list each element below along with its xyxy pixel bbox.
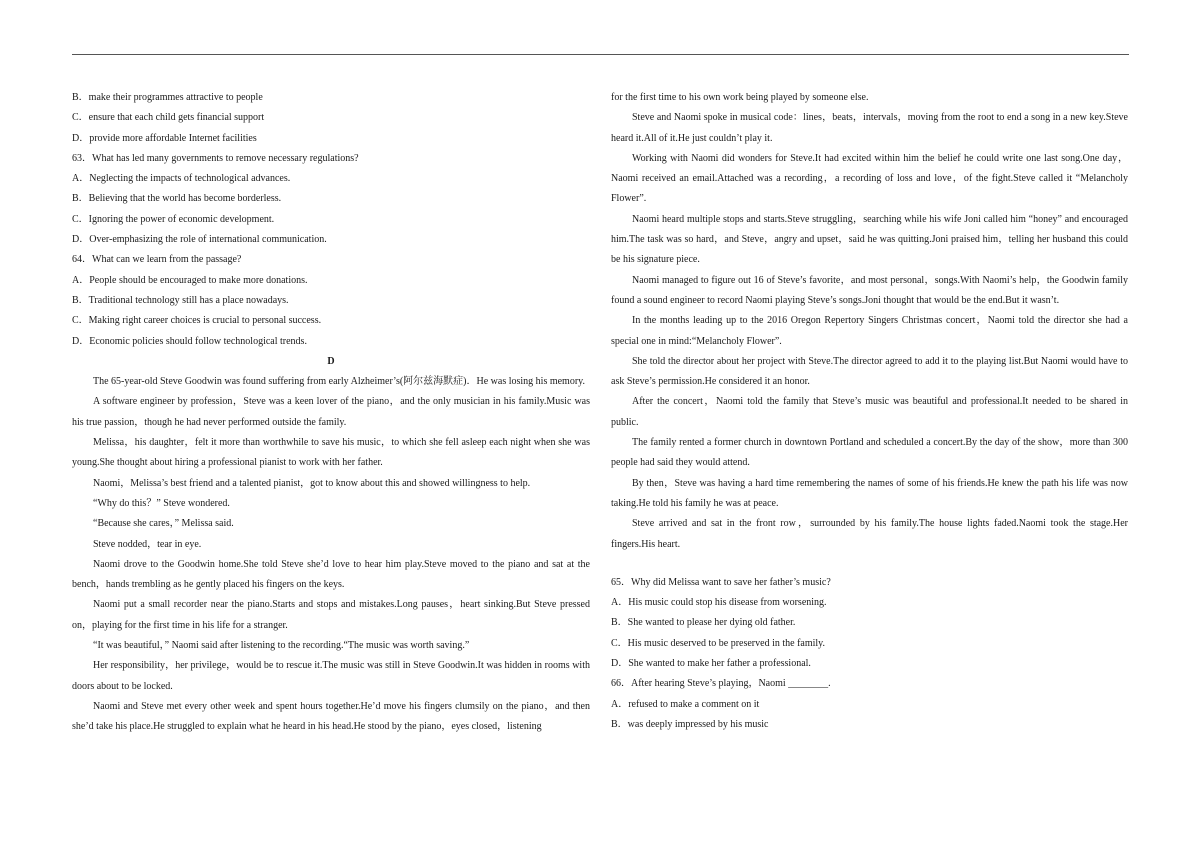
passage-paragraph: A software engineer by profession，Steve was a keen lover of the piano，and the only musician in his family.Music was his true passion，though he had never performed outside the family. xyxy=(72,396,590,428)
question-line: D．Over-emphasizing the role of international communication. xyxy=(72,234,327,246)
question-line: A．His music could stop his disease from worsening. xyxy=(611,597,827,609)
question-line: B．make their programmes attractive to people xyxy=(72,92,263,103)
passage-paragraph: After the concert，Naomi told the family that Steve’s music was beautiful and professional.It needed to be shared in public. xyxy=(611,396,1128,428)
passage-paragraph: Working with Naomi did wonders for Steve.It had excited within him the belief he could write one last song.One day，Naomi received an email.Attached was a recording，a recording of loss and love，of the fight.Steve called it “Melancholy Flower”. xyxy=(611,152,1128,205)
question-line: for the first time to his own work being played by someone else. xyxy=(611,92,869,103)
passage-paragraph: Steve and Naomi spoke in musical code：lines，beats，intervals，moving from the root to end a song in a new key.Steve heard it.All of it.He just couldn’t play it. xyxy=(611,112,1128,144)
passage-paragraph: Naomi drove to the Goodwin home.She told Steve she’d love to hear him play.Steve moved to the piano and sat at the bench，hands trembling as he gently placed his fingers on the keys. xyxy=(72,558,590,591)
question-line: C．Ignoring the power of economic development. xyxy=(72,213,275,225)
question-line: C．Making right career choices is crucial to personal success. xyxy=(72,315,322,327)
question-line: D．Economic policies should follow technological trends. xyxy=(72,335,307,347)
passage-paragraph: Naomi，Melissa’s best friend and a talented pianist，got to know about this and showed willingness to help. xyxy=(93,477,531,489)
question-line: A．refused to make a comment on it xyxy=(611,698,760,710)
right-column xyxy=(611,88,1128,735)
passage-paragraph: Naomi heard multiple stops and starts.Steve struggling，searching while his wife Joni called him “honey” and encouraged him.The task was so hard，and Steve，angry and upset，said he was quitting.Joni praised him，telling her husband this could be his signature piece. xyxy=(611,213,1128,266)
question-line: A．Neglecting the impacts of technological advances. xyxy=(72,173,291,185)
passage-paragraph: Naomi and Steve met every other week and spent hours together.He’d move his fingers clumsily on the piano，and then she’d take his place.He struggled to explain what he heard in his head.He stood by the piano，eyes closed，listening xyxy=(72,700,590,733)
section-heading: D xyxy=(327,355,335,367)
passage-paragraph: “Because she cares，” Melissa said. xyxy=(93,518,234,530)
passage-paragraph: Melissa，his daughter，felt it more than worthwhile to save his music，to which she fell asleep each night when she was young.She thought about hiring a professional pianist to work with her father. xyxy=(72,437,590,469)
question-line: 63．What has led many governments to remove necessary regulations? xyxy=(72,152,359,164)
question-line: C．ensure that each child gets financial support xyxy=(72,112,265,124)
passage-paragraph: “Why do this？” Steve wondered. xyxy=(93,497,230,509)
question-line: B．Believing that the world has become borderless. xyxy=(72,193,282,205)
question-line: B．Traditional technology still has a place nowadays. xyxy=(72,294,289,306)
question-line: 66．After hearing Steve’s playing，Naomi ________. xyxy=(611,678,831,690)
passage-paragraph: She told the director about her project with Steve.The director agreed to add it to the playing list.But Naomi would have to ask Steve’s permission.He considered it an honor. xyxy=(611,355,1128,388)
passage-paragraph: The family rented a former church in downtown Portland and scheduled a concert.By the day of the show，more than 300 people had said they would attend. xyxy=(611,437,1128,469)
question-line: D．provide more affordable Internet facilities xyxy=(72,132,257,144)
question-line: 65．Why did Melissa want to save her father’s music? xyxy=(611,576,831,588)
question-line: 64．What can we learn from the passage? xyxy=(72,254,242,266)
passage-paragraph: Steve arrived and sat in the front row，surrounded by his family.The house lights faded.Naomi took the stage.Her fingers.His heart. xyxy=(611,518,1128,550)
passage-paragraph: Her responsibility，her privilege，would be to rescue it.The music was still in Steve Goodwin.It was hidden in rooms with doors about to be locked. xyxy=(72,660,590,692)
passage-paragraph: By then，Steve was having a hard time remembering the names of some of his friends.He knew the path his life was now taking.He told his family he was at peace. xyxy=(611,477,1128,509)
question-line: C．His music deserved to be preserved in the family. xyxy=(611,637,826,649)
passage-paragraph: “It was beautiful，” Naomi said after listening to the recording.“The music was worth saving.” xyxy=(93,640,470,652)
question-line: B．She wanted to please her dying old father. xyxy=(611,617,796,629)
left-column xyxy=(72,88,590,738)
passage-paragraph: Naomi managed to figure out 16 of Steve’s favorite，and most personal，songs.With Naomi’s help，the Goodwin family found a sound engineer to record Naomi playing Steve’s songs.Joni thought that would be the end.But it wasn’t. xyxy=(611,274,1128,306)
question-line: B．was deeply impressed by his music xyxy=(611,718,769,730)
question-line: A．People should be encouraged to make more donations. xyxy=(72,274,308,286)
spacer xyxy=(611,555,1128,573)
question-line: D．She wanted to make her father a professional. xyxy=(611,658,811,670)
passage-paragraph: The 65-year-old Steve Goodwin was found suffering from early Alzheimer’s(阿尔兹海默症)．He was losing his memory. xyxy=(93,376,586,388)
passage-paragraph: In the months leading up to the 2016 Oregon Repertory Singers Christmas concert，Naomi told the director she had a special one in mind:“Melancholy Flower”. xyxy=(611,315,1128,347)
passage-paragraph: Steve nodded，tear in eye. xyxy=(93,538,202,550)
header-rule xyxy=(72,54,1129,55)
passage-paragraph: Naomi put a small recorder near the piano.Starts and stops and mistakes.Long pauses，heart sinking.But Steve pressed on，playing for the first time in his life for a stranger. xyxy=(72,599,590,631)
